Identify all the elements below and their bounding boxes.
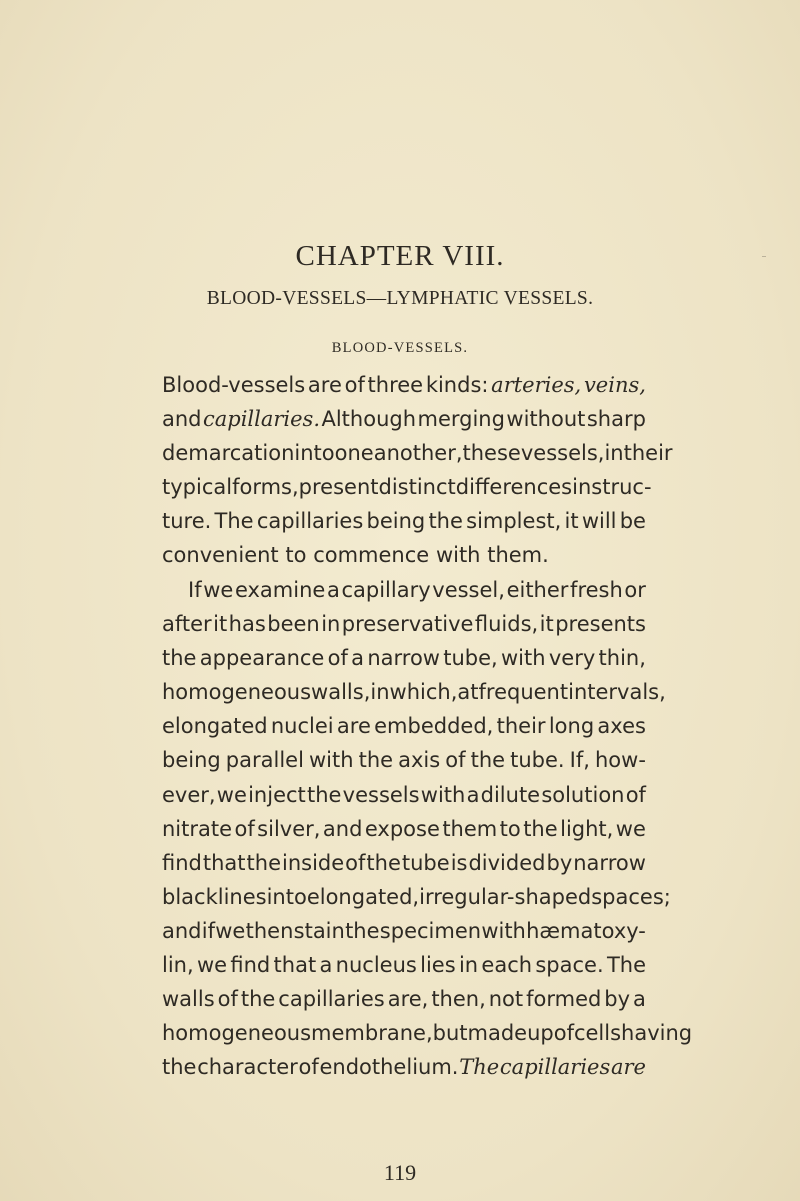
word: Although: [321, 407, 417, 432]
word: examine: [234, 578, 326, 602]
word: in: [458, 953, 479, 978]
word: having: [621, 1021, 693, 1046]
word: appearance: [199, 646, 325, 671]
word: If,: [569, 748, 590, 773]
word: if: [201, 918, 215, 943]
word: merging: [417, 407, 505, 432]
word: will: [581, 509, 617, 534]
word: the: [246, 850, 281, 875]
italic-word: are: [611, 1055, 646, 1080]
text-line: [162, 436, 673, 470]
word: nitrate: [162, 816, 233, 841]
word: into: [266, 884, 307, 909]
text-line: [162, 914, 646, 948]
word: Blood-vessels: [162, 373, 306, 397]
word: vessels: [342, 782, 420, 807]
word: and: [322, 816, 363, 841]
word: frequent: [478, 680, 569, 705]
word: with: [501, 646, 546, 671]
word: how-: [594, 748, 646, 773]
word: of: [217, 987, 238, 1012]
text-line: [162, 470, 652, 504]
word: of: [445, 748, 466, 773]
paper-speck: [762, 256, 766, 257]
text-line: [162, 1050, 646, 1084]
word: of: [298, 1055, 319, 1080]
word: If: [188, 578, 202, 602]
word: convenient: [162, 543, 279, 568]
text-line: [162, 982, 646, 1016]
word: a: [466, 782, 480, 807]
word: present: [298, 475, 379, 500]
word: preservative: [341, 612, 474, 637]
word: a: [326, 578, 340, 602]
word: narrow: [367, 646, 440, 671]
chapter-title: CHAPTER VIII.: [295, 240, 505, 272]
word: spaces: [591, 884, 664, 909]
word: we: [216, 782, 247, 807]
word: nuclei: [270, 714, 334, 739]
word: in: [604, 441, 624, 466]
word: by: [546, 850, 573, 875]
word: walls,: [311, 680, 371, 705]
text-line: [162, 607, 646, 641]
word: that: [202, 850, 246, 875]
word: made: [467, 1021, 528, 1046]
word: light,: [560, 816, 614, 841]
word: the: [366, 850, 401, 875]
word: to: [285, 543, 307, 568]
word: without: [506, 407, 586, 432]
word: in: [321, 612, 341, 637]
subsection-title: BLOOD-VESSELS.: [331, 340, 469, 356]
word: the: [345, 918, 380, 943]
page-number: 119: [383, 1160, 417, 1185]
word: one: [334, 441, 374, 466]
paragraph-2: [162, 573, 693, 1084]
word: with: [435, 543, 481, 568]
word: a: [351, 646, 365, 671]
italic-word: capillaries.: [202, 407, 321, 432]
word: is: [450, 850, 468, 875]
word: them.: [487, 543, 549, 568]
word: forms,: [232, 475, 299, 500]
word: these: [462, 441, 521, 466]
word: lin,: [162, 953, 194, 978]
word: not: [488, 987, 524, 1012]
text-line: [162, 778, 646, 812]
word: fresh: [570, 578, 623, 602]
word: the: [162, 1055, 197, 1080]
word: divided: [468, 850, 546, 875]
word: find: [230, 953, 271, 978]
word: been: [267, 612, 320, 637]
word: simplest,: [466, 509, 562, 534]
word: being: [366, 509, 426, 534]
word: capillaries: [256, 509, 364, 534]
word: the: [240, 987, 276, 1012]
word: by: [604, 987, 631, 1012]
word: very: [548, 646, 596, 671]
word: the: [306, 782, 342, 807]
italic-word: The: [459, 1055, 500, 1080]
word: but: [432, 1021, 468, 1046]
word: or: [624, 578, 646, 602]
word: which,: [389, 680, 458, 705]
word: cells: [573, 1021, 622, 1046]
word: space.: [535, 953, 604, 978]
word: it: [213, 612, 228, 637]
word: sharp: [586, 407, 646, 432]
word: either: [506, 578, 569, 602]
word: it: [539, 612, 554, 637]
text-line: [162, 812, 646, 846]
text-line: [162, 504, 646, 538]
word: a: [633, 987, 646, 1012]
text-line: [162, 402, 646, 436]
word: are: [336, 714, 371, 739]
word: each: [481, 953, 533, 978]
word: with: [308, 748, 354, 773]
text-line: [162, 880, 671, 914]
word: thin,: [598, 646, 646, 671]
word: silver,: [257, 816, 321, 841]
word: solution: [541, 782, 625, 807]
word: The: [606, 953, 646, 978]
word: find: [162, 850, 202, 875]
italic-word: capillaries: [499, 1055, 611, 1080]
word: stain: [293, 918, 345, 943]
word: character: [197, 1055, 298, 1080]
word: homogeneous: [162, 1021, 312, 1046]
word: of: [234, 816, 255, 841]
word: dilute: [480, 782, 541, 807]
word: to: [499, 816, 521, 841]
text-line: [162, 743, 646, 777]
word: narrow: [573, 850, 646, 875]
text-line: [162, 846, 646, 880]
word: are,: [387, 987, 429, 1012]
word: has: [228, 612, 266, 637]
word: hæmatoxy-: [526, 918, 646, 943]
word: the: [428, 509, 463, 534]
word: elongated: [162, 714, 268, 739]
word: three: [367, 373, 424, 397]
word: formed: [526, 987, 602, 1012]
word: the: [358, 748, 394, 773]
word: with: [420, 782, 466, 807]
word: at: [457, 680, 479, 705]
word: The: [214, 509, 254, 534]
word: ture.: [162, 509, 212, 534]
word: irregular-shaped: [419, 884, 592, 909]
word: another,: [373, 441, 463, 466]
word: inside: [282, 850, 345, 875]
word: vessels,: [520, 441, 605, 466]
word: elongated,: [306, 884, 420, 909]
word: and: [162, 918, 202, 943]
word: capillaries: [278, 987, 385, 1012]
word: their: [496, 714, 546, 739]
word: it: [564, 509, 579, 534]
word: expose: [364, 816, 440, 841]
word: kinds:: [425, 373, 489, 397]
word: differences: [455, 475, 573, 500]
word: intervals,: [568, 680, 666, 705]
word: after: [162, 612, 212, 637]
text-line: [162, 538, 646, 572]
word: walls: [162, 987, 215, 1012]
word: in: [572, 475, 592, 500]
word: lines: [217, 884, 267, 909]
text-line: [162, 709, 646, 743]
word: vessel,: [432, 578, 505, 602]
word: inject: [248, 782, 306, 807]
word: the: [523, 816, 558, 841]
word: distinct: [378, 475, 456, 500]
word: in: [370, 680, 390, 705]
word: black: [162, 884, 218, 909]
word: tube.: [510, 748, 565, 773]
word: membrane,: [311, 1021, 433, 1046]
word: of: [553, 1021, 574, 1046]
word: commence: [313, 543, 430, 568]
word: of: [344, 373, 365, 397]
word: fluids,: [474, 612, 539, 637]
word: axes: [597, 714, 646, 739]
word: we: [215, 918, 246, 943]
word: axis: [398, 748, 441, 773]
word: be: [619, 509, 646, 534]
text-line: [162, 1016, 693, 1050]
word: the: [470, 748, 506, 773]
word: up: [527, 1021, 554, 1046]
word: parallel: [225, 748, 304, 773]
word: embedded,: [374, 714, 494, 739]
word: lies: [420, 953, 456, 978]
word: with: [481, 918, 526, 943]
italic-word: veins,: [583, 373, 646, 397]
word: into: [294, 441, 335, 466]
word: of: [345, 850, 366, 875]
word: being: [162, 748, 221, 773]
word: then: [245, 918, 294, 943]
word: of: [327, 646, 348, 671]
word: ;: [663, 884, 671, 909]
word: the: [162, 646, 197, 671]
text-line: [162, 675, 666, 709]
word: them: [442, 816, 498, 841]
word: of: [625, 782, 646, 807]
word: and: [162, 407, 202, 432]
word: endothelium.: [319, 1055, 459, 1080]
paragraph-1: [162, 368, 673, 573]
text-line: [162, 948, 646, 982]
text-line: [162, 573, 646, 607]
text-line: [162, 641, 646, 675]
word: nucleus: [335, 953, 417, 978]
word: ever,: [162, 782, 216, 807]
word: are: [307, 373, 342, 397]
word: we: [203, 578, 234, 602]
word: presents: [555, 612, 646, 637]
word: specimen: [379, 918, 482, 943]
word: we: [615, 816, 646, 841]
word: that: [273, 953, 317, 978]
word: tube: [401, 850, 450, 875]
word: a: [319, 953, 333, 978]
word: we: [196, 953, 228, 978]
text-line: [162, 368, 646, 402]
word: long: [548, 714, 595, 739]
word: their: [623, 441, 673, 466]
italic-word: arteries,: [491, 373, 582, 397]
word: homogeneous: [162, 680, 312, 705]
word: then,: [431, 987, 486, 1012]
word: typical: [162, 475, 233, 500]
word: struc-: [591, 475, 652, 500]
word: demarcation: [162, 441, 295, 466]
word: tube,: [443, 646, 498, 671]
word: capillary: [341, 578, 431, 602]
section-title: BLOOD-VESSELS—LYMPHATIC VESSELS.: [206, 288, 594, 309]
